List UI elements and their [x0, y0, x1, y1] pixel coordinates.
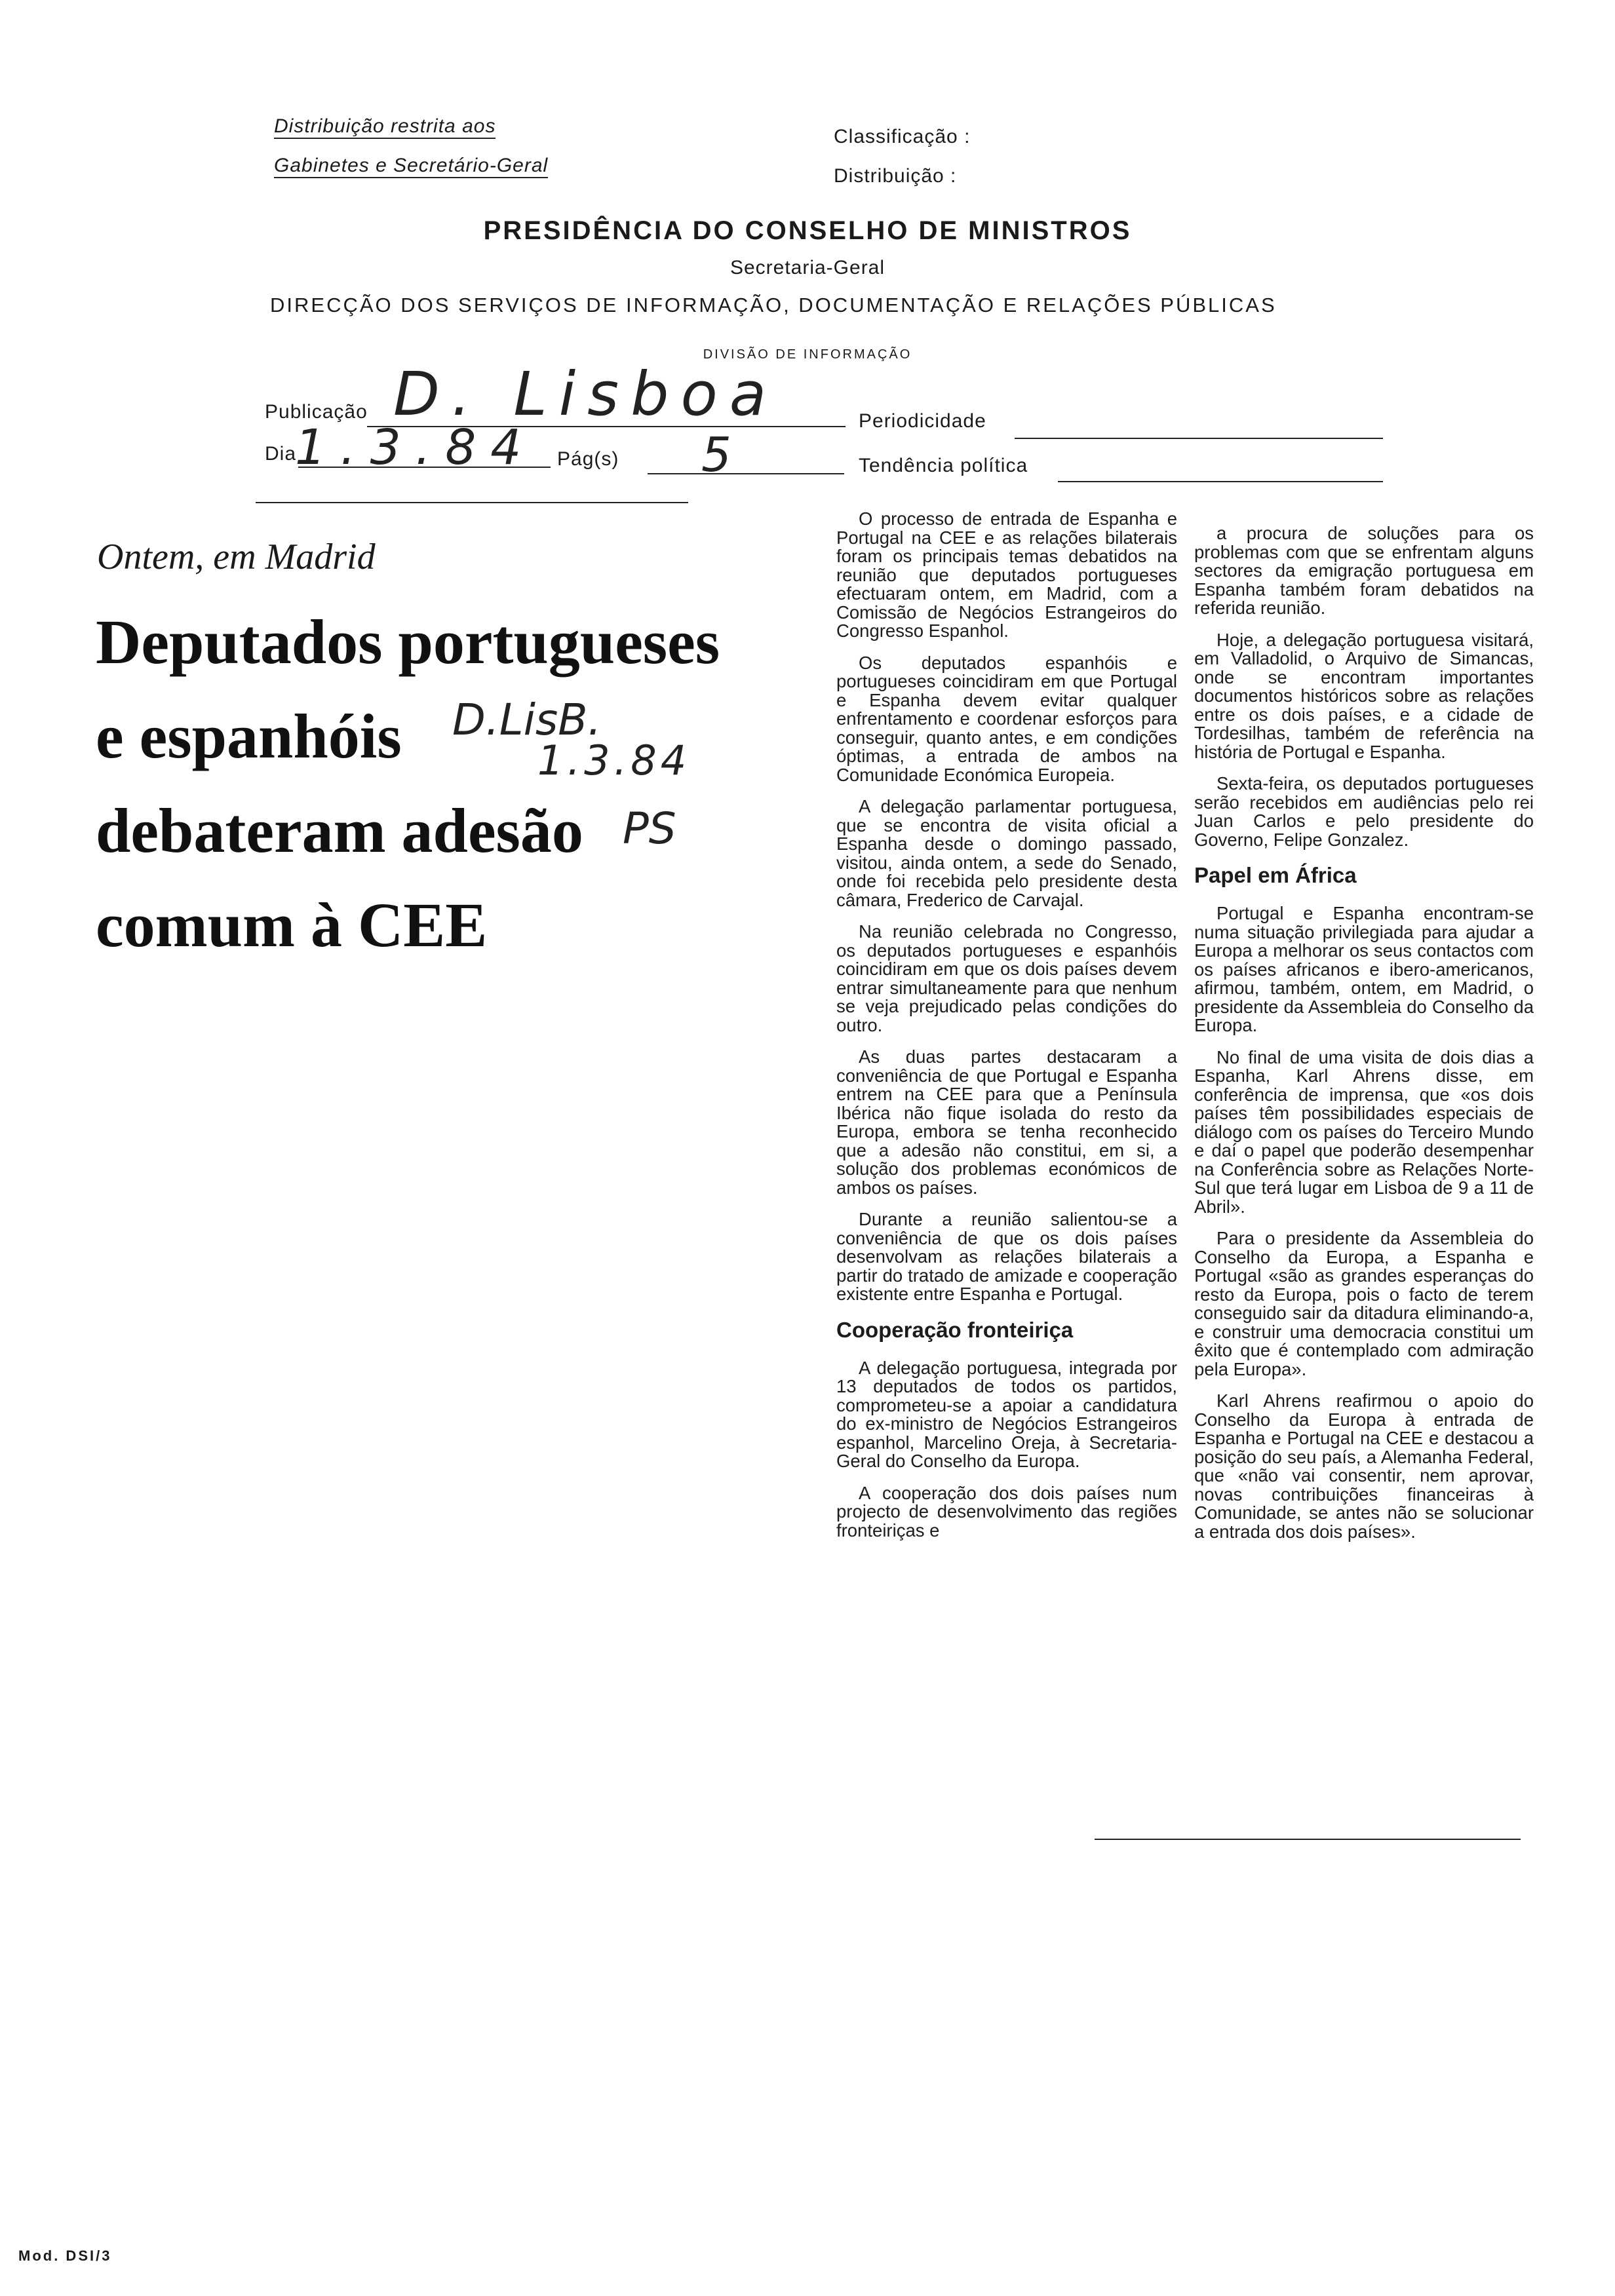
- headline-line-3: debateram adesão: [96, 795, 583, 866]
- article-paragraph: O processo de entrada de Espanha e Portugal na CEE e as relações bilaterais foram os principais temas debatidos na reunião que deputados portugueses efectuaram ontem, em Madrid, com a Comissão de Negócios Estrangeiros do Congresso Espanhol.: [836, 508, 1177, 641]
- political-trend-line: [1058, 481, 1383, 482]
- article-paragraph: As duas partes destacaram a conveniência de que Portugal e Espanha entrem na CEE para que a Península Ibérica não fique isolada do resto da Europa, embora se tenha reconhecido que a adesão não constitui, em si, a solução dos problemas económicos de ambos os países.: [836, 1046, 1177, 1198]
- article-paragraph: Sexta-feira, os deputados portugueses serão recebidos em audiências pelo rei Juan Carlos e pelo presidente do Governo, Felipe Gonzalez.: [1194, 773, 1534, 850]
- periodicity-line: [1015, 438, 1383, 439]
- article-paragraph: Para o presidente da Assembleia do Conselho da Europa, a Espanha e Portugal «são as grandes esperanças do resto da Europa, pois o facto de terem conseguido sair da ditadura eliminando-a, e construir uma democracia constitui um êxito que é contemplado com admiração pela Europa».: [1194, 1228, 1534, 1379]
- section-subheading: Cooperação fronteiriça: [836, 1317, 1074, 1342]
- article-paragraph: A delegação parlamentar portuguesa, que se encontra de visita oficial a Espanha desde o domingo passado, visitou, ainda ontem, a sede do Senado, onde foi recebida pelo presidente desta câmara, Frederico de Carvajal.: [836, 796, 1177, 910]
- article-paragraph: Os deputados espanhóis e portugueses coincidiram em que Portugal e Espanha devem evitar qualquer enfrentamento e coordenar esforços para conseguir, quanto antes, e em condições óptimas, a entrada de ambos na Comunidade Económica Europeia.: [836, 652, 1177, 785]
- annotation-source: D.LisB.: [452, 695, 602, 745]
- article-paragraph: Portugal e Espanha encontram-se numa situação privilegiada para ajudar a Europa a melhorar os seus contactos com os países africanos e ibero-americanos, afirmou, também, ontem, em Madrid, o presidente da Assembleia do Conselho da Europa.: [1194, 903, 1534, 1035]
- classification-label: Classificação :: [834, 126, 971, 147]
- restricted-distribution-line2: Gabinetes e Secretário-Geral: [274, 155, 548, 178]
- restricted-distribution-line1: Distribuição restrita aos: [274, 115, 496, 139]
- pages-label: Pág(s): [557, 448, 619, 470]
- article-paragraph: No final de uma visita de dois dias a Espanha, Karl Ahrens disse, em conferência de imprensa, que «os dois países têm possibilidades especiais de diálogo com os países do Terceiro Mundo e daí o papel que poderão desempenhar na Conferência sobre as Relações Norte-Sul que terá lugar em Lisboa de 9 a 11 de Abril».: [1194, 1046, 1534, 1217]
- article-paragraph: A cooperação dos dois países num projecto de desenvolvimento das regiões fronteiriças e: [836, 1482, 1177, 1540]
- article-paragraph: a procura de soluções para os problemas com que se enfrentam alguns sectores da emigração portuguesa em Espanha também foram debatidos na referida reunião.: [1194, 523, 1534, 618]
- section-subheading: Papel em África: [1194, 863, 1357, 887]
- article-column-2: [1194, 524, 1534, 1554]
- article-paragraph: Na reunião celebrada no Congresso, os deputados portugueses e espanhóis coincidiram em que os dois países devem entrar simultaneamente para que nenhum se veja prejudicado pelas condições do outro.: [836, 921, 1177, 1035]
- article-paragraph: A delegação portuguesa, integrada por 13 deputados de todos os partidos, comprometeu-se a apoiar a candidatura do ex-ministro de Negócios Estrangeiros espanhol, Marcelino Oreja, à Secretaria-Geral do Conselho da Europa.: [836, 1357, 1177, 1471]
- publication-handwritten: D. Lisboa: [393, 359, 779, 429]
- division-title: DIVISÃO DE INFORMAÇÃO: [703, 347, 912, 362]
- pages-handwritten: 5: [701, 427, 731, 482]
- form-model-code: Mod. DSI/3: [18, 2248, 112, 2264]
- presidency-title: PRESIDÊNCIA DO CONSELHO DE MINISTROS: [483, 216, 1132, 245]
- publication-label: Publicação: [265, 401, 368, 423]
- directorate-title: DIRECÇÃO DOS SERVIÇOS DE INFORMAÇÃO, DOCUMENTAÇÃO E RELAÇÕES PÚBLICAS: [270, 294, 1277, 316]
- distribution-label: Distribuição :: [834, 165, 957, 187]
- article-paragraph: Karl Ahrens reafirmou o apoio do Conselho da Europa à entrada de Espanha e Portugal na CEE e destacou a posição do seu país, a Alemanha Federal, que «não vai consentir, nem aprovar, novas contribuições financeiras à Comunidade, se antes não se solucionar a entrada dos dois países».: [1194, 1390, 1534, 1542]
- annotation-party: PS: [623, 803, 676, 854]
- secretariat-title: Secretaria-Geral: [730, 257, 885, 278]
- article-kicker: Ontem, em Madrid: [97, 537, 376, 577]
- annotation-date: 1.3.84: [537, 737, 691, 784]
- article-paragraph: Durante a reunião salientou-se a conveniência de que os dois países desenvolvam as relações bilaterais a partir do tratado de amizade e cooperação existente entre Espanha e Portugal.: [836, 1209, 1177, 1304]
- article-column-1: [836, 510, 1177, 1553]
- clipping-top-rule: [256, 502, 688, 503]
- pages-line: [648, 473, 844, 474]
- day-label: Dia: [265, 443, 297, 465]
- day-handwritten: 1.3.84: [295, 419, 536, 476]
- headline-line-1: Deputados portugueses: [96, 607, 720, 677]
- headline-line-2: e espanhóis: [96, 701, 402, 771]
- headline-line-4: comum à CEE: [96, 890, 488, 960]
- article-paragraph: Hoje, a delegação portuguesa visitará, em Valladolid, o Arquivo de Simancas, onde se encontram importantes documentos históricos sobre as relações entre os dois países, e a cidade de Tordesilhas, também de referência na história de Portugal e Espanha.: [1194, 629, 1534, 762]
- periodicity-label: Periodicidade: [859, 410, 986, 432]
- article-end-rule: [1095, 1839, 1521, 1840]
- political-trend-label: Tendência política: [859, 455, 1028, 476]
